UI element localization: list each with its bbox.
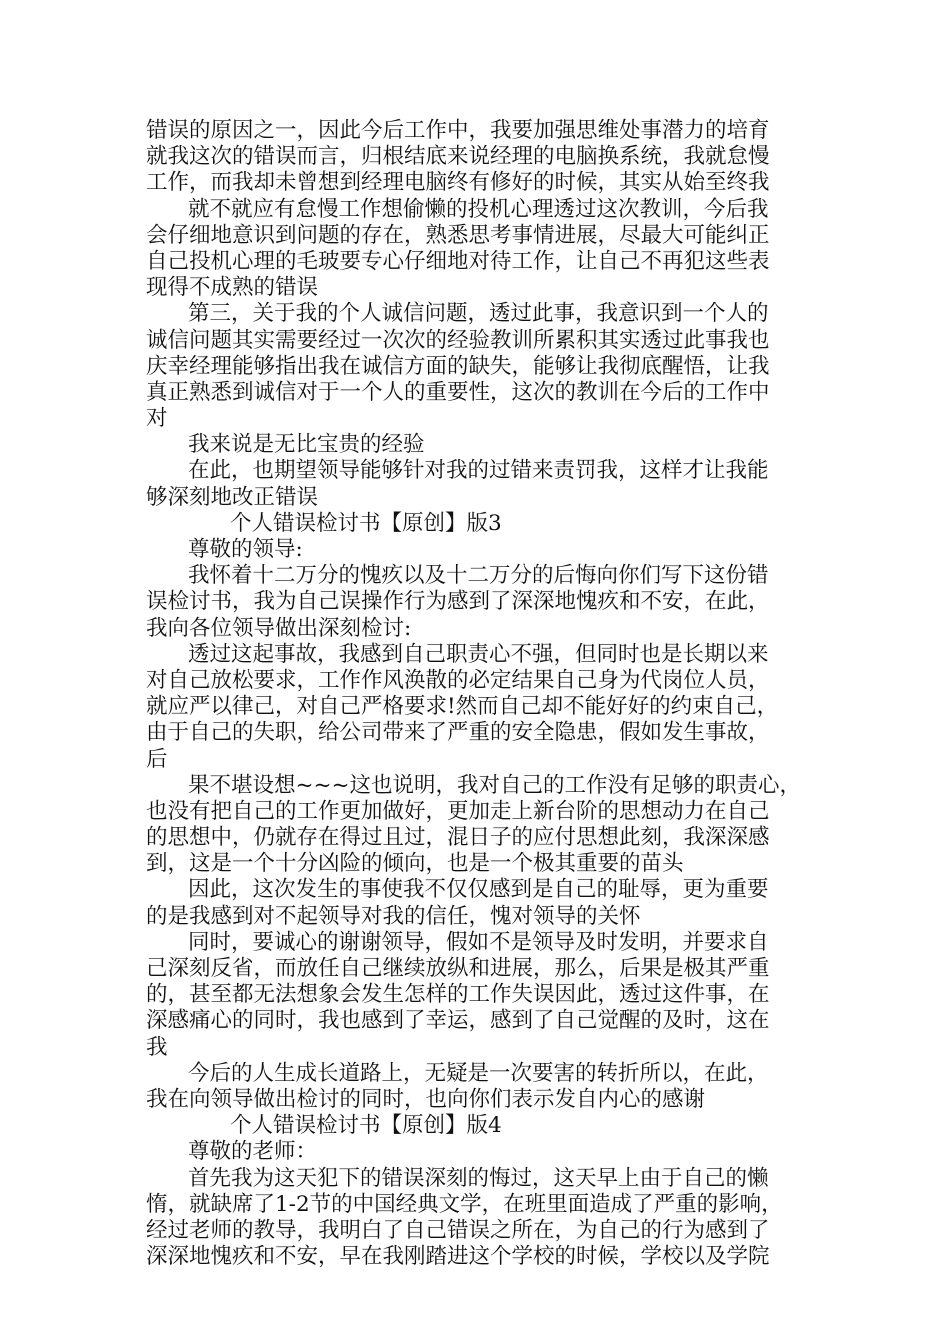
text-line: 现得不成熟的错误 [146, 275, 319, 301]
text-line: 因此，这次发生的事使我不仅仅感到是自己的耻辱，更为重要 [188, 877, 769, 903]
text-line: 就我这次的错误而言，归根结底来说经理的电脑换系统，我就怠慢 [146, 144, 770, 170]
text-line: 工作，而我却未曾想到经理电脑终有修好的时候，其实从始至终我 [146, 170, 770, 196]
document-page [146, 118, 836, 1270]
text-line: 己深刻反省，而放任自己继续放纵和进展，那么，后果是极其严重 [146, 956, 770, 981]
text-line: 在此，也期望领导能够针对我的过错来责罚我，这样才让我能 [188, 458, 769, 484]
text-line: 的，甚至都无法想象会发生怎样的工作失误因此，透过这件事，在 [146, 982, 770, 1008]
text-line: 我来说是无比宝贵的经验 [188, 432, 425, 458]
text-line: 诚信问题其实需要经过一次次的经验教训所累积其实透过此事我也 [146, 327, 770, 353]
text-line: 深深地愧疚和不安，早在我刚踏进这个学校的时候，学校以及学院 [146, 1244, 770, 1270]
text-line: 真正熟悉到诚信对于一个人的重要性，这次的教训在今后的工作中 [146, 379, 770, 405]
text-line: 我在向领导做出检讨的同时，也向你们表示发自内心的感谢 [146, 1086, 706, 1112]
text-line: 庆幸经理能够指出我在诚信方面的缺失，能够让我彻底醒悟，让我 [146, 353, 770, 379]
document-body [146, 118, 836, 1270]
text-line: 对自己放松要求，工作作风涣散的必定结果自己身为代岗位人员， [146, 667, 770, 693]
text-line: 由于自己的失职，给公司带来了严重的安全隐患，假如发生事故， [146, 720, 770, 746]
text-line: 深感痛心的同时，我也感到了幸运，感到了自己觉醒的及时，这在 [146, 1008, 770, 1034]
text-line: 也没有把自己的工作更加做好，更加走上新台阶的思想动力在自己 [146, 798, 770, 824]
section-heading: 个人错误检讨书【原创】版4 [230, 1113, 502, 1139]
text-line: 到，这是一个十分凶险的倾向，也是一个极其重要的苗头 [146, 851, 684, 877]
text-line: 就应严以律己，对自己严格要求!然而自己却不能好好的约束自己， [146, 694, 779, 720]
text-line: 就不就应有怠慢工作想偷懒的投机心理透过这次教训，今后我 [188, 196, 769, 222]
text-line: 透过这起事故，我感到自己职责心不强，但同时也是长期以来 [188, 641, 769, 667]
text-line: 我 [146, 1034, 168, 1060]
text-line: 的是我感到对不起领导对我的信任，愧对领导的关怀 [146, 903, 641, 929]
text-line: 会仔细地意识到问题的存在，熟悉思考事情进展，尽最大可能纠正 [146, 222, 770, 248]
text-line: 我向各位领导做出深刻检讨: [146, 615, 412, 641]
text-line: 尊敬的领导: [188, 537, 303, 562]
text-line: 误检讨书，我为自己误操作行为感到了深深地愧疚和不安，在此， [146, 589, 770, 615]
text-line: 够深刻地改正错误 [146, 484, 319, 510]
text-line: 我怀着十二万分的愧疚以及十二万分的后悔向你们写下这份错 [188, 563, 769, 589]
text-line: 首先我为这天犯下的错误深刻的悔过，这天早上由于自己的懒 [188, 1165, 769, 1191]
text-line: 自己投机心理的毛玻要专心仔细地对待工作，让自己不再犯这些表 [146, 248, 770, 274]
text-line: 经过老师的教导，我明白了自己错误之所在，为自己的行为感到了 [146, 1217, 770, 1243]
text-line: 惰，就缺席了1-2节的中国经典文学，在班里面造成了严重的影响， [146, 1191, 783, 1217]
text-line: 第三，关于我的个人诚信问题，透过此事，我意识到一个人的 [188, 301, 769, 327]
text-line: 后 [146, 746, 168, 772]
text-line: 对 [146, 406, 168, 432]
text-line: 同时，要诚心的谢谢领导，假如不是领导及时发明，并要求自 [188, 929, 769, 955]
text-line: 错误的原因之一，因此今后工作中，我要加强思维处事潜力的培育 [146, 118, 770, 143]
text-line: 今后的人生成长道路上，无疑是一次要害的转折所以，在此， [188, 1060, 769, 1086]
text-line: 尊敬的老师： [188, 1139, 318, 1165]
section-heading: 个人错误检讨书【原创】版3 [230, 510, 502, 536]
text-line: 的思想中，仍就存在得过且过，混日子的应付思想此刻，我深深感 [146, 825, 770, 851]
text-line: 果不堪设想~~~这也说明，我对自己的工作没有足够的职责心， [188, 772, 802, 798]
